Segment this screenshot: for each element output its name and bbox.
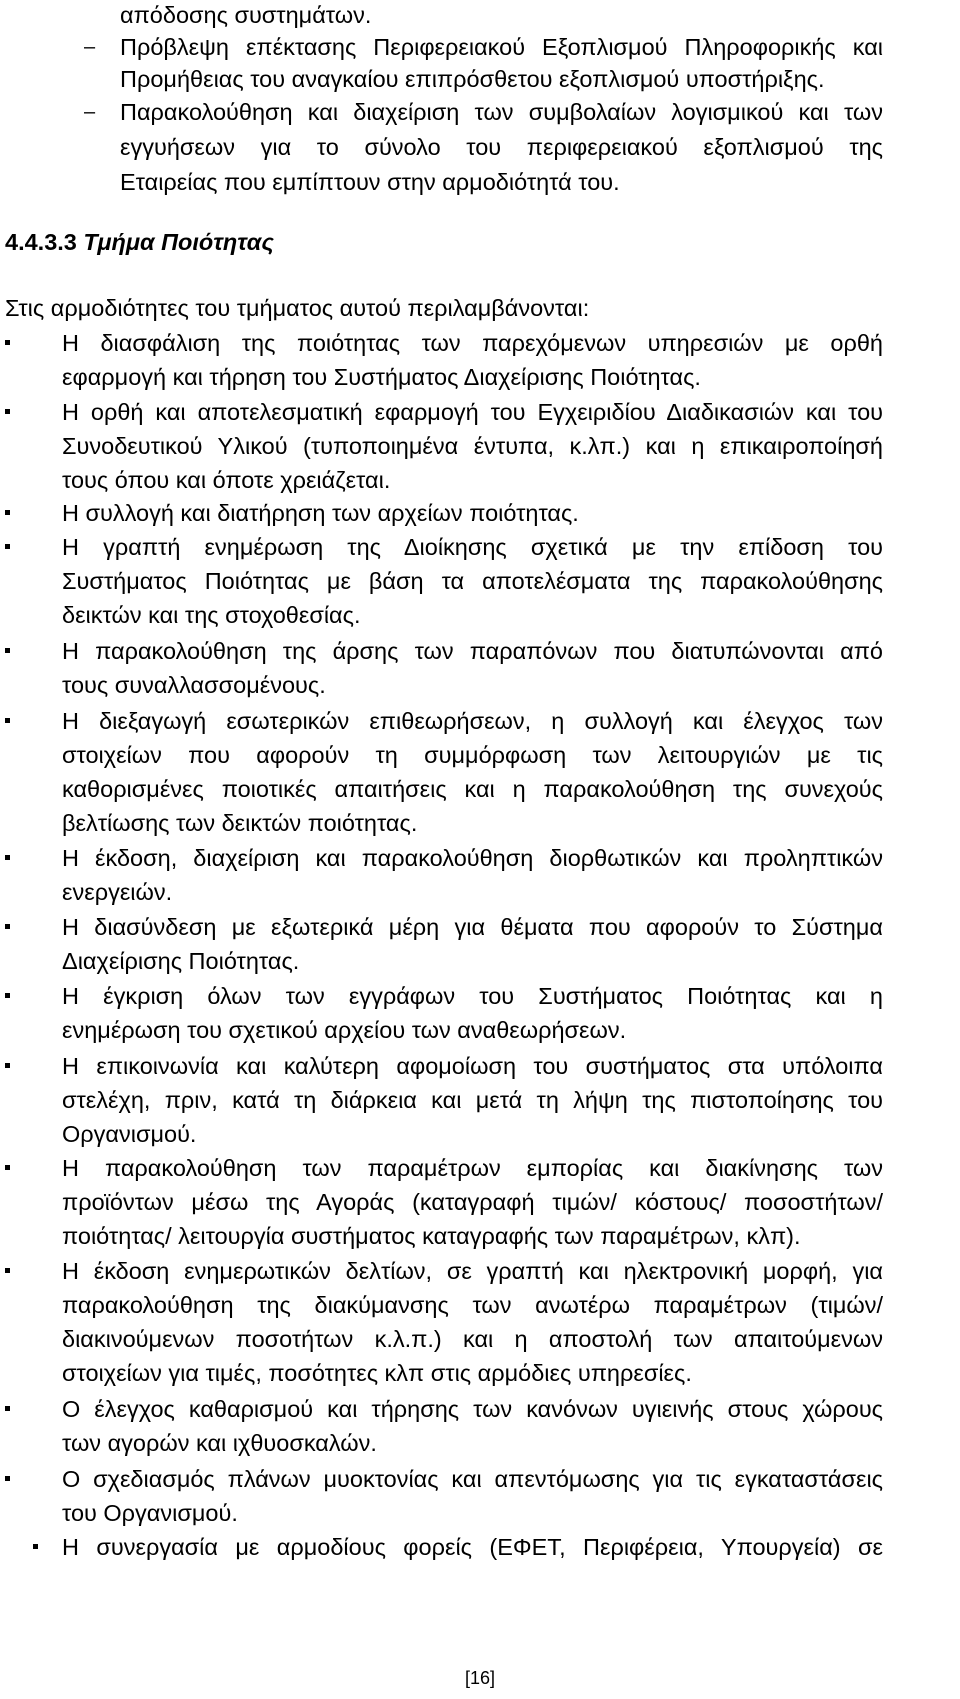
text-line: προϊόντων μέσω της Αγοράς (καταγραφή τιμών/ κόστους/ ποσοστήτων/ bbox=[62, 1189, 883, 1215]
text-line: ενημέρωση του σχετικού αρχείου των αναθεωρήσεων. bbox=[62, 1017, 627, 1043]
text-line: Εταιρείας που εμπίπτουν στην αρμοδιότητά του. bbox=[120, 169, 620, 195]
bullet-marker bbox=[5, 648, 10, 653]
text-line: Η συνεργασία με αρμοδίους φορείς (ΕΦΕΤ, Περιφέρεια, Υπουργεία) σε bbox=[62, 1534, 883, 1560]
text-line: στοιχείων για τιμές, ποσότητες κλπ στις αρμόδιες υπηρεσίες. bbox=[62, 1360, 692, 1386]
text-line: Η παρακολούθηση της άρσης των παραπόνων που διατυπώνονται από bbox=[62, 638, 883, 664]
text-line: στελέχη, πριν, κατά τη διάρκεια και μετά τη λήψη της πιστοποίησης του bbox=[62, 1087, 883, 1113]
page-number: [16] bbox=[464, 1668, 496, 1688]
text-line: βελτίωσης των δεικτών ποιότητας. bbox=[62, 810, 418, 836]
text-line: Η διασφάλιση της ποιότητας των παρεχόμενων υπηρεσιών με ορθή bbox=[62, 330, 883, 356]
text-line: Η συλλογή και διατήρηση των αρχείων ποιότητας. bbox=[62, 500, 579, 526]
text-line: τους συναλλασσομένους. bbox=[62, 672, 326, 698]
text-line: καθορισμένες ποιοτικές απαιτήσεις και η παρακολούθηση της συνεχούς bbox=[62, 776, 883, 802]
bullet-marker bbox=[5, 924, 10, 929]
text-line: των αγορών και ιχθυοσκαλών. bbox=[62, 1430, 377, 1456]
text-line: ποιότητας/ λειτουργία συστήματος καταγραφής των παραμέτρων, κλπ). bbox=[62, 1223, 801, 1249]
bullet-marker bbox=[5, 1476, 10, 1481]
bullet-marker bbox=[5, 544, 10, 549]
bullet-marker bbox=[5, 1165, 10, 1170]
section-heading bbox=[5, 227, 274, 257]
text-line: Προμήθειας του αναγκαίου επιπρόσθετου εξοπλισμού υποστήριξης. bbox=[120, 66, 825, 92]
bullet-marker bbox=[5, 409, 10, 414]
text-line: του Οργανισμού. bbox=[62, 1500, 238, 1526]
text-line: Η επικοινωνία και καλύτερη αφομοίωση του συστήματος στα υπόλοιπα bbox=[62, 1053, 883, 1079]
text-line: Ο σχεδιασμός πλάνων μυοκτονίας και απεντόμωσης για τις εγκαταστάσεις bbox=[62, 1466, 883, 1492]
text-line: Πρόβλεψη επέκτασης Περιφερειακού Εξοπλισμού Πληροφορικής και bbox=[120, 34, 883, 60]
text-line: παρακολούθηση της διακύμανσης των ανωτέρω παραμέτρων (τιμών/ bbox=[62, 1292, 883, 1318]
text-line: Η έκδοση ενημερωτικών δελτίων, σε γραπτή και ηλεκτρονική μορφή, για bbox=[62, 1258, 883, 1284]
text-line: διακινούμενων ποσοτήτων κ.λ.π.) και η αποστολή των απαιτούμενων bbox=[62, 1326, 883, 1352]
text-line: Η έγκριση όλων των εγγράφων του Συστήματος Ποιότητας και η bbox=[62, 983, 883, 1009]
dash-marker: – bbox=[84, 101, 96, 123]
text-line: Διαχείρισης Ποιότητας. bbox=[62, 948, 300, 974]
text-line: τους όπου και όποτε χρειάζεται. bbox=[62, 467, 391, 493]
text-line: Η διεξαγωγή εσωτερικών επιθεωρήσεων, η συλλογή και έλεγχος των bbox=[62, 708, 883, 734]
bullet-marker bbox=[5, 993, 10, 998]
text-line: Η διασύνδεση με εξωτερικά μέρη για θέματα που αφορούν το Σύστημα bbox=[62, 914, 883, 940]
text-line: εγγυήσεων για το σύνολο του περιφερειακού εξοπλισμού της bbox=[120, 134, 883, 160]
text-line: Η έκδοση, διαχείριση και παρακολούθηση διορθωτικών και προληπτικών bbox=[62, 845, 883, 871]
lead-paragraph: Στις αρμοδιότητες του τμήματος αυτού περιλαμβάνονται: bbox=[5, 295, 590, 321]
bullet-marker bbox=[5, 510, 10, 515]
text-line: Η παρακολούθηση των παραμέτρων εμπορίας και διακίνησης των bbox=[62, 1155, 883, 1181]
text-line: Ο έλεγχος καθαρισμού και τήρησης των κανόνων υγιεινής στους χώρους bbox=[62, 1396, 883, 1422]
text-line: ενεργειών. bbox=[62, 879, 173, 905]
text-line: Η γραπτή ενημέρωση της Διοίκησης σχετικά με την επίδοση του bbox=[62, 534, 883, 560]
dash-marker: – bbox=[84, 36, 96, 58]
bullet-marker bbox=[5, 1063, 10, 1068]
text-line: δεικτών και της στοχοθεσίας. bbox=[62, 602, 361, 628]
bullet-marker bbox=[33, 1544, 38, 1549]
bullet-marker bbox=[5, 1406, 10, 1411]
bullet-marker bbox=[5, 1268, 10, 1273]
bullet-marker bbox=[5, 718, 10, 723]
text-line: στοιχείων που αφορούν τη συμμόρφωση των λειτουργιών με τις bbox=[62, 742, 883, 768]
text-line: εφαρμογή και τήρηση του Συστήματος Διαχείρισης Ποιότητας. bbox=[62, 364, 701, 390]
bullet-marker bbox=[5, 340, 10, 345]
section-number: 4.4.3.3 bbox=[5, 229, 77, 255]
bullet-marker bbox=[5, 855, 10, 860]
text-line: Παρακολούθηση και διαχείριση των συμβολαίων λογισμικού και των bbox=[120, 99, 883, 125]
text-line: Οργανισμού. bbox=[62, 1121, 197, 1147]
text-line: Η ορθή και αποτελεσματική εφαρμογή του Εγχειριδίου Διαδικασιών και του bbox=[62, 399, 883, 425]
text-line: Συστήματος Ποιότητας με βάση τα αποτελέσματα της παρακολούθησης bbox=[62, 568, 883, 594]
section-title: Τμήμα Ποιότητας bbox=[83, 229, 274, 255]
text-line: Συνοδευτικού Υλικού (τυποποιημένα έντυπα, κ.λπ.) και η επικαιροποίησή bbox=[62, 433, 883, 459]
intro-tail-line: απόδοσης συστημάτων. bbox=[120, 2, 372, 28]
